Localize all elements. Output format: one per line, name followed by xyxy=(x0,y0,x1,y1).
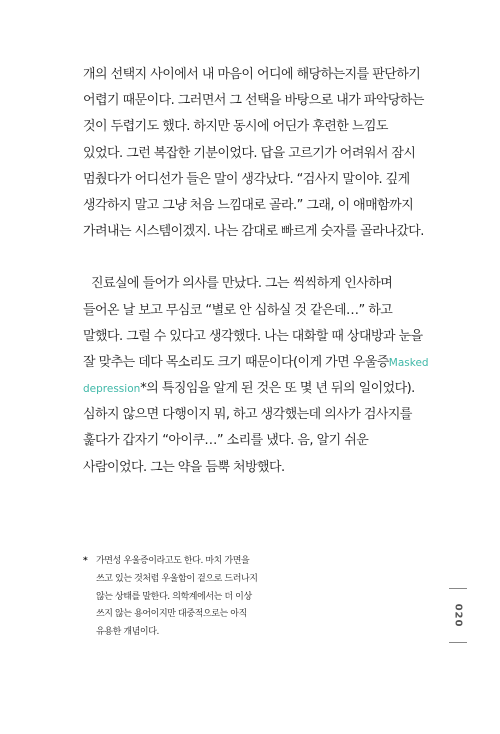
text-line xyxy=(83,376,423,402)
footnote-line: 쓰지 않는 용어이지만 대중적으로는 아직 xyxy=(96,609,247,620)
text-line: 들어온 날 보고 무심코 “별로 안 심하실 것 같은데…” 하고 xyxy=(83,302,393,318)
text-line: 훑다가 갑자기 “아이쿠…” 소리를 냈다. 음, 알기 쉬운 xyxy=(83,433,369,449)
footnote-line: 쓰고 있는 것처럼 우울함이 겉으로 드러나지 xyxy=(96,573,258,584)
text-line: 심하지 않으면 다행이지 뭐, 하고 생각했는데 의사가 검사지를 xyxy=(83,407,412,423)
footnote-text: 가면성 우울증이라고도 한다. 마치 가면을 xyxy=(96,556,250,566)
text-line: 말했다. 그럴 수 있다고 생각했다. 나는 대화할 때 상대방과 눈을 xyxy=(83,328,423,344)
main-text xyxy=(83,62,429,481)
footnote-line: 유용한 개념이다. xyxy=(96,627,159,638)
text-line: 멈췄다가 어디선가 들은 말이 생각났다. “검사지 말이야. 깊게 xyxy=(83,171,410,187)
page-number-rule-bottom xyxy=(449,642,467,643)
text-line: 진료실에 들어가 의사를 만났다. 그는 씩씩하게 인사하며 xyxy=(91,276,393,292)
text-line: 개의 선택지 사이에서 내 마음이 어디에 해당하는지를 판단하기 xyxy=(83,67,421,82)
page-number-text: 020 xyxy=(452,603,464,627)
footnote-marker: * xyxy=(83,556,88,566)
text-line xyxy=(83,350,429,376)
text-line: 사람이었다. 그는 약을 듬뿍 처방했다. xyxy=(83,459,285,475)
text-line: 어렵기 때문이다. 그러면서 그 선택을 바탕으로 내가 파악당하는 xyxy=(83,93,424,109)
page-number xyxy=(449,600,467,630)
text-line: 가려내는 시스템이겠지. 나는 감대로 빠르게 숫자를 골라나갔다. xyxy=(83,224,424,240)
page-number-rule-top xyxy=(449,588,467,589)
footnote-line xyxy=(83,553,343,571)
text-line: 있었다. 그런 복잡한 기분이었다. 답을 고르기가 어려워서 잠시 xyxy=(83,145,416,161)
footnote-line: 않는 상태를 말한다. 의학계에서는 더 이상 xyxy=(96,591,252,602)
text-line: 것이 두렵기도 했다. 하지만 동시에 어딘가 후련한 느낌도 xyxy=(83,119,388,135)
text-line: 생각하지 말고 그냥 처음 느낌대로 골라.” 그래, 이 애매함까지 xyxy=(83,197,414,213)
english-term: depression xyxy=(83,383,141,396)
footnote xyxy=(83,553,343,642)
text-fragment: *의 특징임을 알게 된 것은 또 몇 년 뒤의 일이었다). xyxy=(140,381,415,397)
text-fragment: 잘 맞추는 데다 목소리도 크기 때문이다(이게 가면 우울증 xyxy=(83,354,389,370)
paragraph-gap xyxy=(83,245,423,271)
english-term: Masked xyxy=(388,356,429,369)
